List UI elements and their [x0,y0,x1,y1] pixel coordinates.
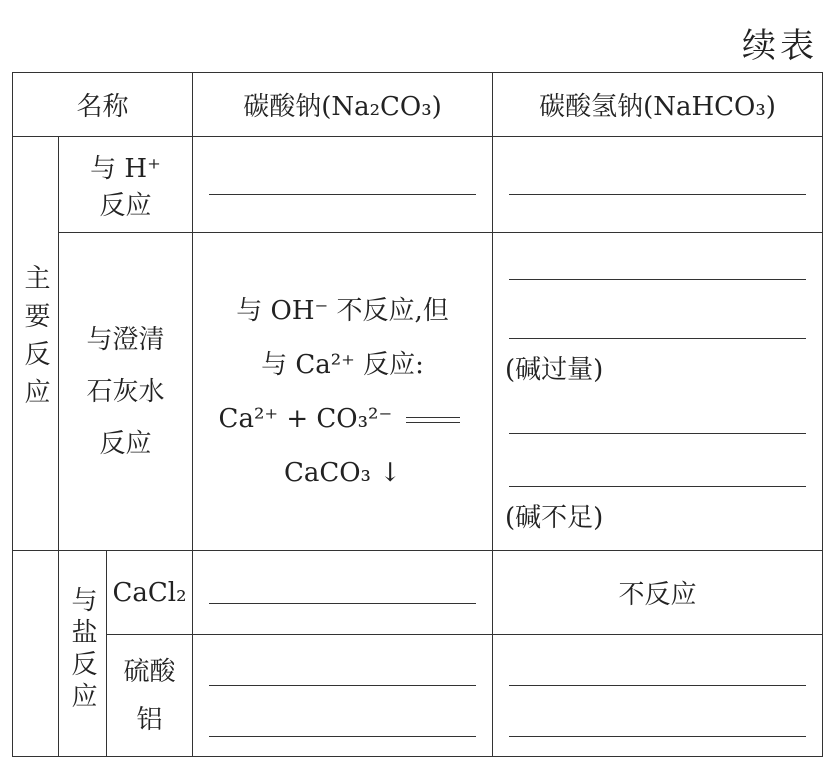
na2co3-limewater-text1: 与 OH⁻ 不反应,但 [236,295,449,326]
cacl2-label: CaCl₂ [107,551,193,635]
row-cacl2 [13,551,823,635]
answer-line [209,685,476,686]
na2co3-limewater-product: CaCO₃ ↓ [283,457,402,488]
header-nahco3: 碳酸氢钠(NaHCO₃) [493,73,823,137]
limewater-label [59,233,193,551]
al2so4-line1: 硫酸 [123,656,176,687]
salt-group-label [59,551,107,757]
header-row [13,73,823,137]
na2co3-limewater-text2: 与 Ca²⁺ 反应: [261,349,424,380]
limewater-line2: 石灰水 [86,376,165,407]
answer-line [509,338,806,339]
main-reaction-label [13,137,59,551]
row-h-plus [13,137,823,233]
answer-line [209,194,476,195]
answer-line [209,603,476,604]
limewater-line1: 与澄清 [86,324,165,355]
nahco3-limewater-cell [493,233,823,551]
nahco3-cacl2-cell: 不反应 [493,551,823,635]
h-plus-label [59,137,193,233]
na2co3-limewater-cell [193,233,493,551]
equation-reactants: Ca²⁺ + CO₃²⁻ [218,403,393,434]
row-limewater [13,233,823,551]
na2co3-cacl2-blank [193,551,493,635]
equals-sign [406,417,460,423]
answer-line [209,736,476,737]
al2so4-line2: 铝 [136,704,163,735]
answer-line [509,736,806,737]
nahco3-al2so4-blank [493,635,823,757]
h-plus-line2: 反应 [99,190,152,221]
na2co3-h-plus-blank [193,137,493,233]
main-reaction-continued [13,551,59,757]
na2co3-limewater-equation [193,392,492,446]
limewater-line3: 反应 [99,428,152,459]
comparison-table [12,72,823,757]
salt-group-text: 与盐反应 [67,586,97,714]
answer-line [509,194,806,195]
page-title: 续表 [742,26,818,66]
answer-line [509,685,806,686]
header-name: 名称 [13,73,193,137]
row-al2so4 [13,635,823,757]
answer-line [509,433,806,434]
answer-line [509,279,806,280]
nahco3-h-plus-blank [493,137,823,233]
main-reaction-text: 主要反应 [20,264,50,416]
base-insufficient-label: (碱不足) [505,503,604,533]
h-plus-line1: 与 H⁺ [90,153,161,184]
al2so4-label [107,635,193,757]
base-excess-label: (碱过量) [505,355,604,385]
na2co3-al2so4-blank [193,635,493,757]
answer-line [509,486,806,487]
header-na2co3: 碳酸钠(Na₂CO₃) [193,73,493,137]
